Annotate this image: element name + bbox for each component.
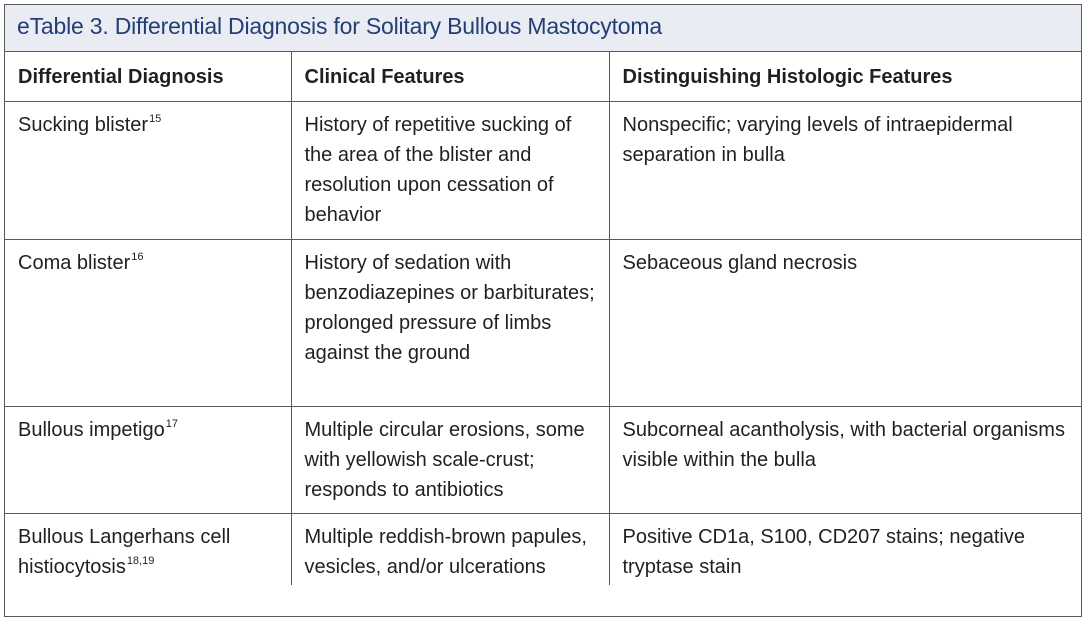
reference-number: 15 [149, 112, 162, 125]
header-histologic-features: Distinguishing Histologic Features [609, 52, 1081, 101]
clinical-features-cell: History of sedation with benzodiazepines or barbiturates; prolonged pressure of limbs against the ground [291, 239, 609, 406]
reference-number: 17 [165, 417, 178, 430]
diagnosis-cell [5, 406, 291, 513]
diagnosis-name: Bullous Langerhans cell histiocytosis [18, 525, 231, 578]
table-container [4, 4, 1082, 617]
table-row [5, 239, 1081, 406]
differential-diagnosis-table [5, 52, 1081, 585]
table-title: eTable 3. Differential Diagnosis for Solitary Bullous Mastocytoma [17, 13, 662, 39]
header-differential-diagnosis: Differential Diagnosis [5, 52, 291, 101]
header-row [5, 52, 1081, 101]
clinical-features-cell: History of repetitive sucking of the area of the blister and resolution upon cessation of behavior [291, 101, 609, 239]
histologic-features-cell: Positive CD1a, S100, CD207 stains; negative tryptase stain [609, 513, 1081, 585]
diagnosis-cell [5, 513, 291, 585]
diagnosis-name: Coma blister [18, 251, 131, 274]
diagnosis-cell [5, 239, 291, 406]
histologic-features-cell: Nonspecific; varying levels of intraepidermal separation in bulla [609, 101, 1081, 239]
reference-number: 16 [131, 250, 144, 263]
table-title-bar [5, 5, 1081, 52]
clinical-features-cell: Multiple reddish-brown papules, vesicles, and/or ulcerations [291, 513, 609, 585]
histologic-features-cell: Subcorneal acantholysis, with bacterial organisms visible within the bulla [609, 406, 1081, 513]
diagnosis-name: Sucking blister [18, 113, 149, 136]
diagnosis-name: Bullous impetigo [18, 418, 165, 441]
clinical-features-cell: Multiple circular erosions, some with yellowish scale-crust; responds to antibiotics [291, 406, 609, 513]
reference-number: 18,19 [126, 554, 155, 567]
header-clinical-features: Clinical Features [291, 52, 609, 101]
table-row [5, 513, 1081, 585]
diagnosis-cell [5, 101, 291, 239]
table-row [5, 101, 1081, 239]
histologic-features-cell: Sebaceous gland necrosis [609, 239, 1081, 406]
table-row [5, 406, 1081, 513]
